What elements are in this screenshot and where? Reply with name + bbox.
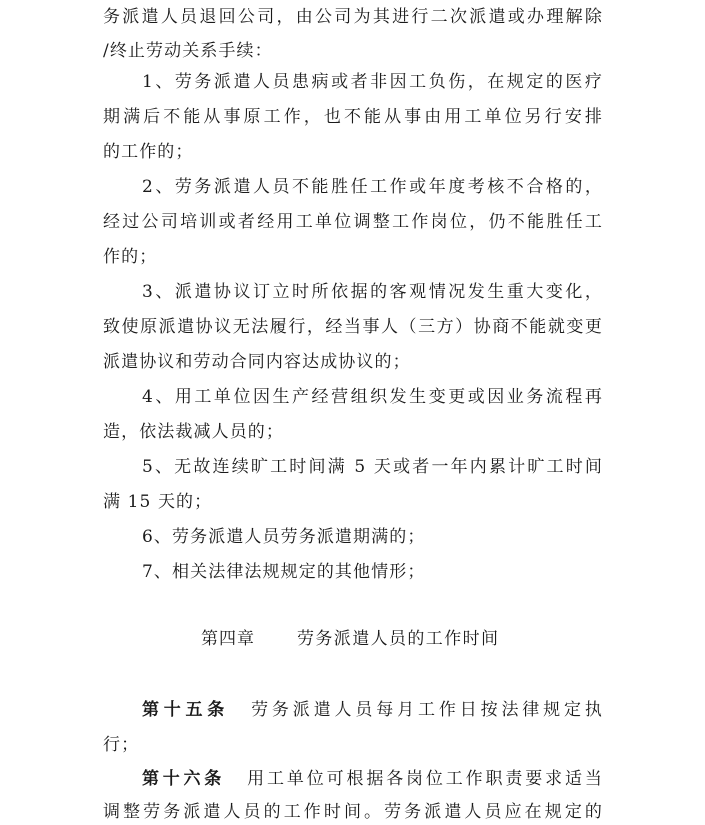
list-item-7: 7、相关法律法规规定的其他情形； <box>142 562 426 582</box>
list-item-6: 6、劳务派遣人员劳务派遣期满的； <box>142 527 426 547</box>
article-16-second-line: 调整劳务派遣人员的工作时间。劳务派遣人员应在规定的 <box>103 802 603 822</box>
article-15-text: 劳务派遣人员每月工作日按法律规定执 <box>251 700 603 720</box>
list-item-3: 3、派遣协议订立时所依据的客观情况发生重大变化， <box>142 282 603 302</box>
text-line-15: 满 15 天的； <box>103 492 213 512</box>
text-line-4: 期满后不能从事原工作，也不能从事由用工单位另行安排 <box>103 107 603 127</box>
chapter-title: 劳务派遣人员的工作时间 <box>297 629 500 649</box>
chapter-heading <box>0 627 705 651</box>
text-line-11: 派遣协议和劳动合同内容达成协议的； <box>103 352 411 372</box>
article-15-first-line <box>142 699 603 721</box>
text-line-13: 造，依法裁减人员的； <box>103 422 284 442</box>
text-line-2: /终止劳动关系手续： <box>103 41 273 61</box>
article-16-text: 用工单位可根据各岗位工作职责要求适当 <box>247 769 603 789</box>
text-line-8: 作的； <box>103 247 158 267</box>
list-item-1: 1、劳务派遣人员患病或者非因工负伤，在规定的医疗 <box>142 72 603 92</box>
chapter-number: 第四章 <box>201 629 255 649</box>
text-line-1: 务派遣人员退回公司，由公司为其进行二次派遣或办理解除 <box>103 7 603 27</box>
text-line-5: 的工作的； <box>103 142 194 162</box>
text-line-7: 经过公司培训或者经用工单位调整工作岗位，仍不能胜任工 <box>103 212 603 232</box>
list-item-4: 4、用工单位因生产经营组织发生变更或因业务流程再 <box>142 387 603 407</box>
article-16-first-line <box>142 768 603 790</box>
article-15-heading: 第十五条 <box>142 700 230 720</box>
text-line-10: 致使原派遣协议无法履行，经当事人（三方）协商不能就变更 <box>103 317 603 337</box>
article-16-heading: 第十六条 <box>142 769 226 789</box>
article-15-second-line: 行； <box>103 735 140 755</box>
list-item-5: 5、无故连续旷工时间满 5 天或者一年内累计旷工时间 <box>142 457 603 477</box>
list-item-2: 2、劳务派遣人员不能胜任工作或年度考核不合格的， <box>142 177 603 197</box>
